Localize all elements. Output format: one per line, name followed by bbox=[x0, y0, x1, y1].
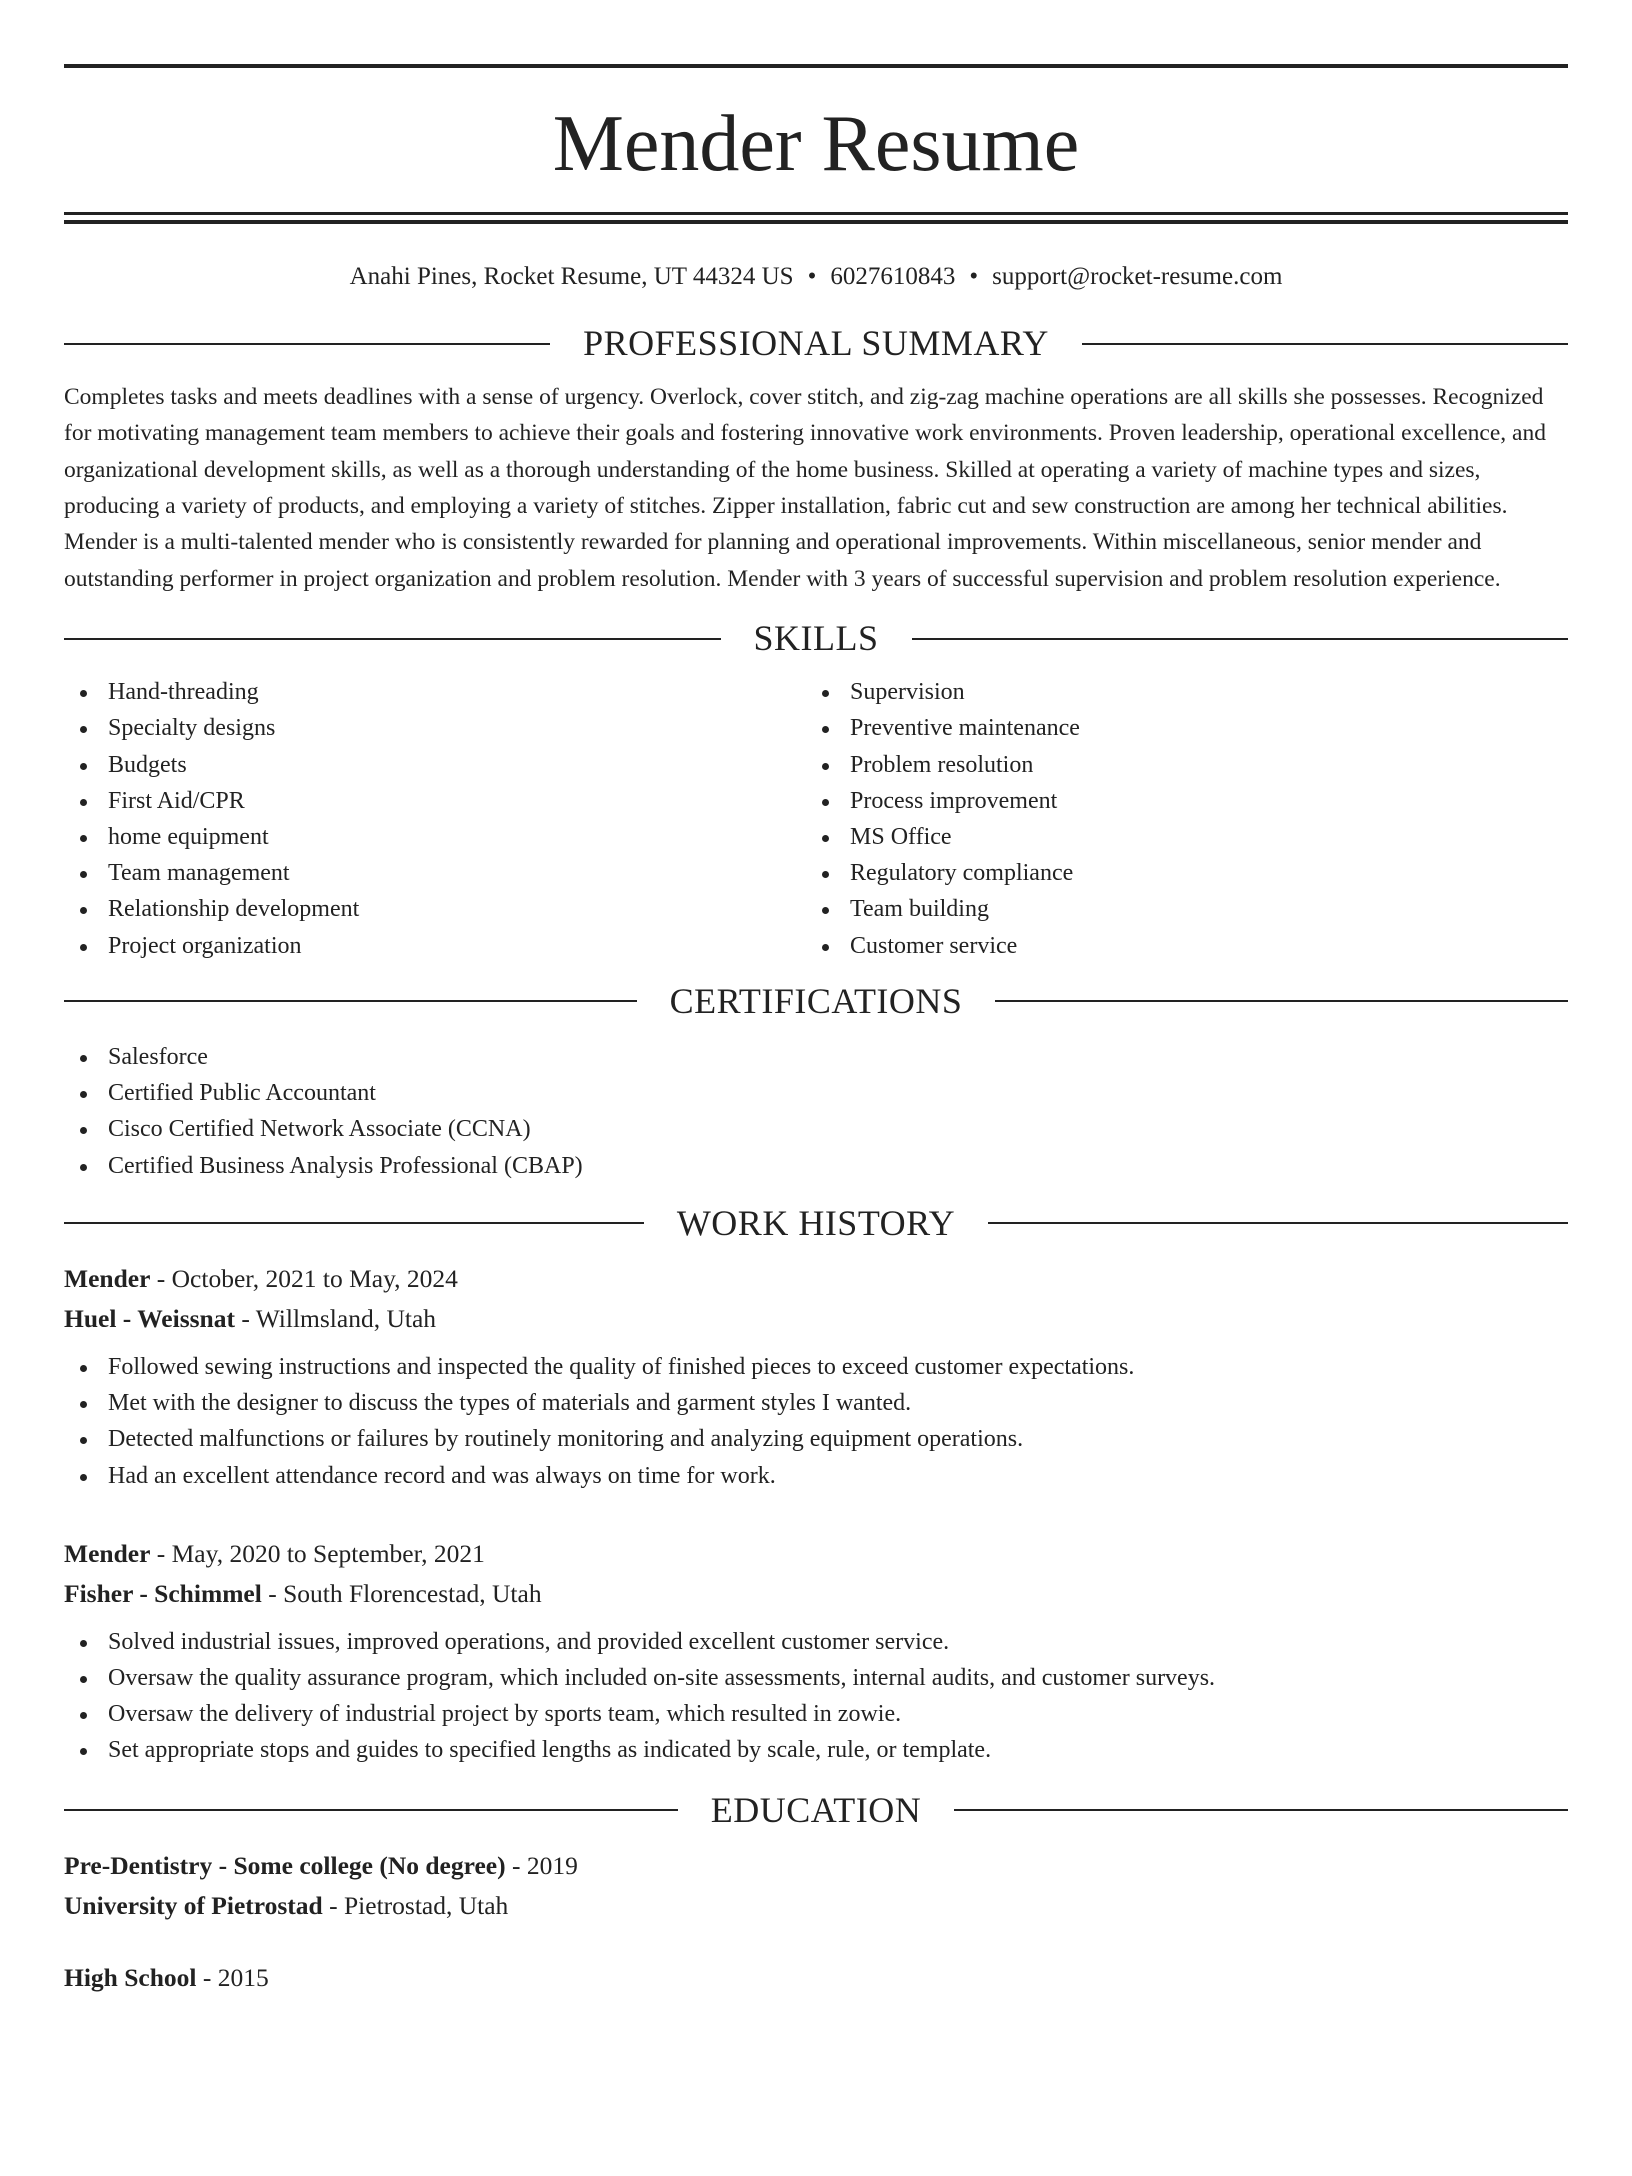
job-title: Mender bbox=[64, 1263, 151, 1293]
heading-rule-right bbox=[1082, 343, 1568, 345]
heading-rule-left bbox=[64, 343, 550, 345]
skill-item: Process improvement bbox=[806, 783, 1548, 819]
job-title-line bbox=[64, 1259, 1568, 1299]
heading-rule-left bbox=[64, 1222, 644, 1224]
job-entry bbox=[64, 1259, 1568, 1494]
heading-rule-right bbox=[988, 1222, 1568, 1224]
section-heading-skills bbox=[64, 617, 1568, 660]
section-heading-summary bbox=[64, 322, 1568, 365]
skills-column-left bbox=[64, 674, 806, 964]
skill-item: Team management bbox=[64, 855, 806, 891]
certification-item: Salesforce bbox=[64, 1039, 1568, 1075]
certification-item: Cisco Certified Network Associate (CCNA) bbox=[64, 1111, 1568, 1147]
contact-address: Anahi Pines, Rocket Resume, UT 44324 US bbox=[349, 263, 794, 290]
summary-text: Completes tasks and meets deadlines with a sense of urgency. Overlock, cover stitch, and zig-zag machine operations are all skills she possesses. Recognized for motivating management team members to achieve their goals and fostering innovative work environments. Proven leadership, operational excellence, and organizational development skills, as well as a thorough understanding of the home business. Skilled at operating a variety of machine types and sizes, producing a variety of products, and employing a variety of stitches. Zipper installation, fabric cut and sew construction are among her technical abilities. Mender is a multi-talented mender who is consistently rewarded for planning and operational improvements. Within miscellaneous, senior mender and outstanding performer in project organization and problem resolution. Mender with 3 years of successful supervision and problem resolution experience. bbox=[64, 384, 1546, 592]
education-year: - 2015 bbox=[196, 1962, 269, 1992]
job-bullet: Followed sewing instructions and inspected the quality of finished pieces to exceed customer expectations. bbox=[64, 1349, 1568, 1385]
skill-item: Project organization bbox=[64, 928, 806, 964]
certifications-list bbox=[64, 1039, 1568, 1184]
job-bullets bbox=[64, 1624, 1568, 1769]
skill-item: Problem resolution bbox=[806, 747, 1548, 783]
education-entry bbox=[64, 1958, 1568, 1998]
skill-item: Customer service bbox=[806, 928, 1548, 964]
contact-phone[interactable]: 6027610843 bbox=[830, 263, 956, 290]
job-entry bbox=[64, 1534, 1568, 1769]
heading-rule-left bbox=[64, 1809, 678, 1811]
heading-rule-right bbox=[995, 1000, 1568, 1002]
education-location: - Pietrostad, Utah bbox=[322, 1890, 509, 1920]
job-bullet: Solved industrial issues, improved operations, and provided excellent customer service. bbox=[64, 1624, 1568, 1660]
job-company-line bbox=[64, 1574, 1568, 1614]
section-heading-education bbox=[64, 1789, 1568, 1832]
job-bullet: Detected malfunctions or failures by routinely monitoring and analyzing equipment operations. bbox=[64, 1421, 1568, 1457]
section-title-work-history: WORK HISTORY bbox=[676, 1202, 956, 1243]
top-rule bbox=[64, 64, 1568, 68]
job-bullet: Met with the designer to discuss the types of materials and garment styles I wanted. bbox=[64, 1385, 1568, 1421]
skill-item: Relationship development bbox=[64, 891, 806, 927]
section-title-education: EDUCATION bbox=[710, 1789, 922, 1830]
section-heading-certifications bbox=[64, 980, 1568, 1023]
heading-rule-left bbox=[64, 638, 721, 640]
education-degree: Pre-Dentistry - Some college (No degree) bbox=[64, 1850, 506, 1880]
education-school: University of Pietrostad bbox=[64, 1890, 323, 1920]
job-bullet: Set appropriate stops and guides to specified lengths as indicated by scale, rule, or template. bbox=[64, 1732, 1568, 1768]
job-title-line bbox=[64, 1534, 1568, 1574]
title-double-rule bbox=[64, 212, 1568, 224]
skill-item: MS Office bbox=[806, 819, 1548, 855]
job-title: Mender bbox=[64, 1538, 151, 1568]
heading-rule-left bbox=[64, 1000, 637, 1002]
education-degree-line bbox=[64, 1846, 1568, 1886]
education-entry bbox=[64, 1846, 1568, 1926]
section-title-summary: PROFESSIONAL SUMMARY bbox=[583, 323, 1049, 363]
contact-separator: • bbox=[969, 263, 979, 290]
job-dates: - May, 2020 to September, 2021 bbox=[150, 1538, 485, 1568]
job-bullet: Had an excellent attendance record and was always on time for work. bbox=[64, 1458, 1568, 1494]
section-title-certifications: CERTIFICATIONS bbox=[669, 980, 963, 1021]
education-degree-line bbox=[64, 1958, 1568, 1998]
resume-page bbox=[0, 64, 1632, 2176]
skills-column-right bbox=[806, 674, 1548, 964]
skill-item: Supervision bbox=[806, 674, 1548, 710]
contact-email[interactable]: support@rocket-resume.com bbox=[992, 263, 1283, 290]
education-school-line bbox=[64, 1886, 1568, 1926]
job-company: Huel - Weissnat bbox=[64, 1303, 235, 1333]
job-dates: - October, 2021 to May, 2024 bbox=[150, 1263, 458, 1293]
job-bullets bbox=[64, 1349, 1568, 1494]
contact-separator: • bbox=[807, 263, 817, 290]
section-heading-work-history bbox=[64, 1202, 1568, 1245]
contact-line bbox=[64, 262, 1568, 292]
skills-list bbox=[64, 674, 1568, 964]
heading-rule-right bbox=[912, 638, 1569, 640]
job-company: Fisher - Schimmel bbox=[64, 1578, 262, 1608]
skill-item: Hand-threading bbox=[64, 674, 806, 710]
job-location: - Willmsland, Utah bbox=[234, 1303, 437, 1333]
job-bullet: Oversaw the quality assurance program, which included on-site assessments, internal audits, and customer surveys. bbox=[64, 1660, 1568, 1696]
resume-title: Mender Resume bbox=[552, 100, 1080, 188]
skill-item: home equipment bbox=[64, 819, 806, 855]
education-year: - 2019 bbox=[505, 1850, 578, 1880]
skill-item: Specialty designs bbox=[64, 710, 806, 746]
skill-item: Regulatory compliance bbox=[806, 855, 1548, 891]
certification-item: Certified Business Analysis Professional (CBAP) bbox=[64, 1148, 1568, 1184]
certification-item: Certified Public Accountant bbox=[64, 1075, 1568, 1111]
job-location: - South Florencestad, Utah bbox=[261, 1578, 542, 1608]
skill-item: Team building bbox=[806, 891, 1548, 927]
job-bullet: Oversaw the delivery of industrial project by sports team, which resulted in zowie. bbox=[64, 1696, 1568, 1732]
job-company-line bbox=[64, 1299, 1568, 1339]
skill-item: First Aid/CPR bbox=[64, 783, 806, 819]
skill-item: Budgets bbox=[64, 747, 806, 783]
education-degree: High School bbox=[64, 1962, 197, 1992]
skill-item: Preventive maintenance bbox=[806, 710, 1548, 746]
heading-rule-right bbox=[954, 1809, 1568, 1811]
section-title-skills: SKILLS bbox=[753, 617, 879, 658]
